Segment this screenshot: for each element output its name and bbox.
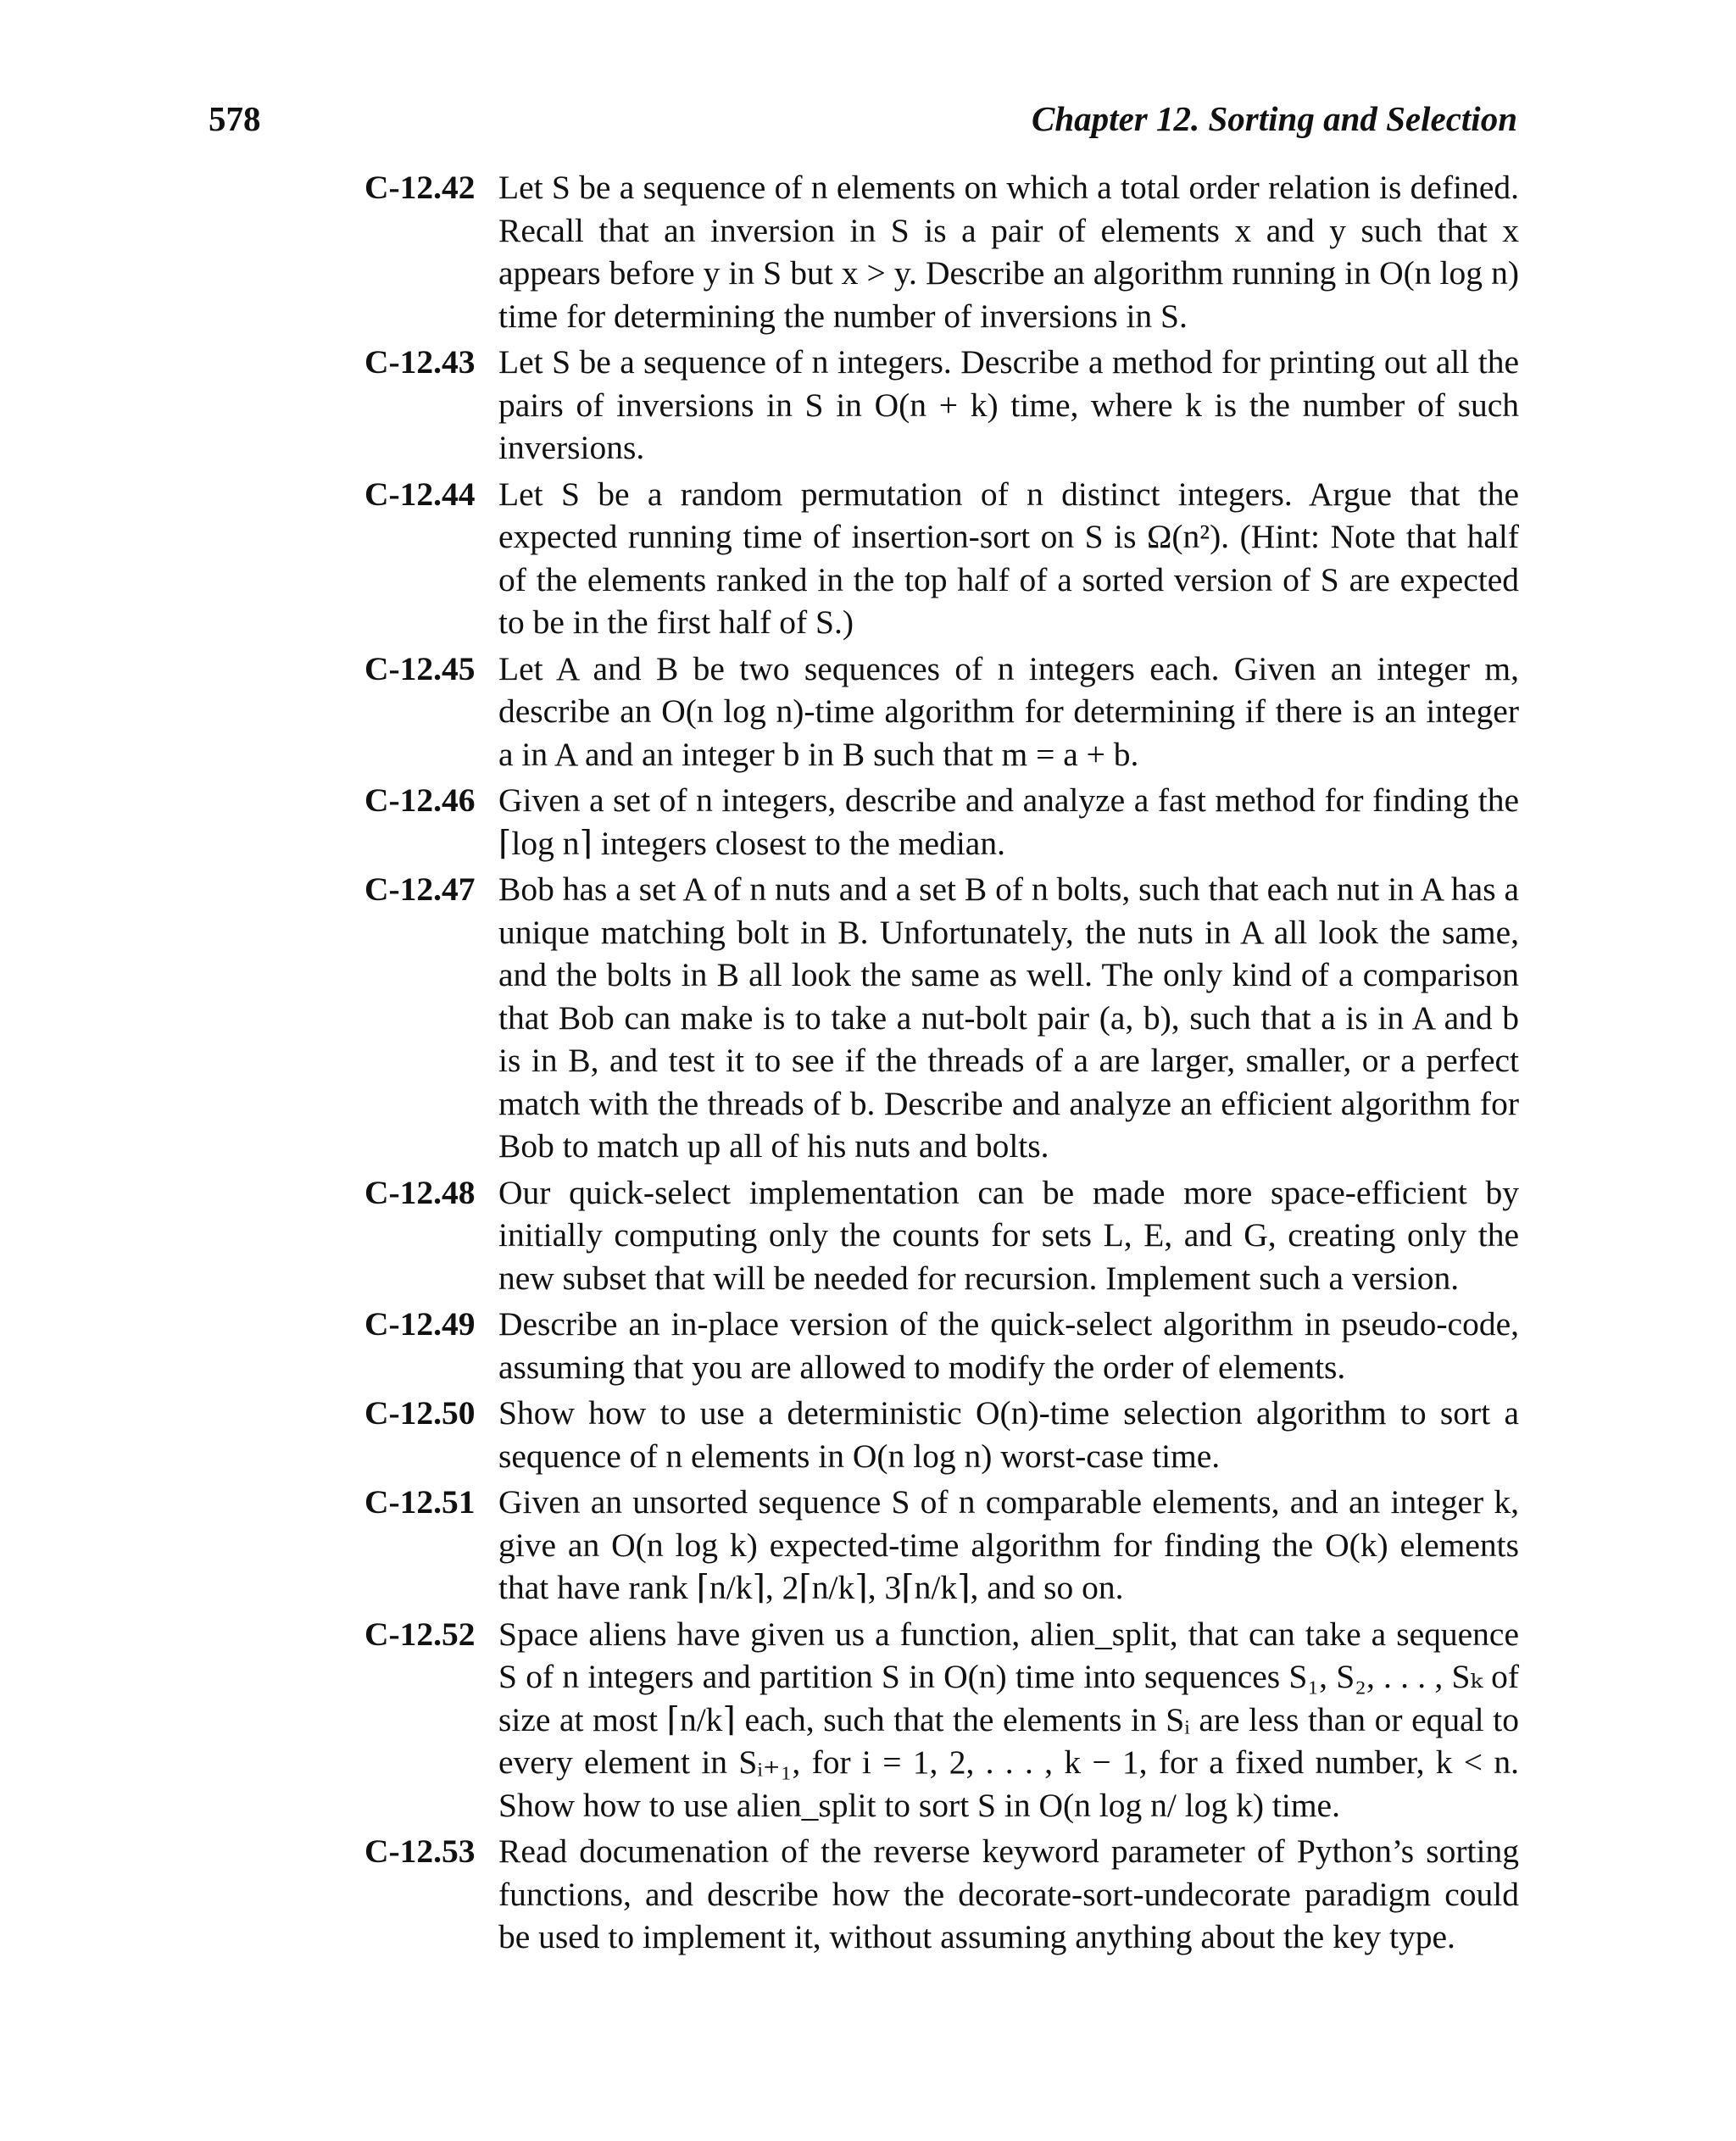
exercise-id: C-12.48 [364, 1173, 476, 1211]
exercise-id: C-12.46 [364, 781, 476, 819]
exercise-text: Given a set of n integers, describe and analyze a fast method for finding the ⌈log n⌉ integers closest to the median. [498, 781, 1519, 862]
exercise-id: C-12.52 [364, 1615, 476, 1653]
exercise-item [364, 1830, 1519, 1959]
exercise-item [364, 1171, 1519, 1300]
exercise-text: Show how to use a deterministic O(n)-time selection algorithm to sort a sequence of n elements in O(n log n) worst-case time. [498, 1394, 1519, 1475]
exercise-text: Let S be a sequence of n integers. Describe a method for printing out all the pairs of inversions in S in O(n + k) time, where k is the number of such inversions. [498, 343, 1519, 466]
exercise-item [364, 473, 1519, 644]
exercise-item [364, 1613, 1519, 1827]
exercise-item [364, 1303, 1519, 1388]
exercise-id: C-12.45 [364, 649, 476, 687]
exercise-id: C-12.42 [364, 169, 476, 206]
exercise-item [364, 648, 1519, 776]
exercise-item [364, 1481, 1519, 1610]
exercise-id: C-12.50 [364, 1394, 476, 1432]
page-number: 578 [209, 99, 261, 138]
exercise-text: Let S be a random permutation of n distinct integers. Argue that the expected running time of insertion-sort on S is Ω(n²). (Hint: Note that half of the elements ranked in the top half of a sorted version of S are expected to be in the first half of S.) [498, 475, 1519, 641]
exercise-text: Given an unsorted sequence S of n comparable elements, and an integer k, give an O(n log k) expected-time algorithm for finding the O(k) elements that have rank ⌈n/k⌉, 2⌈n/k⌉, 3⌈n/k⌉, and so on. [498, 1483, 1519, 1606]
exercise-id: C-12.49 [364, 1305, 476, 1343]
exercise-item [364, 779, 1519, 865]
chapter-title: Chapter 12. Sorting and Selection [1032, 99, 1517, 138]
exercise-id: C-12.44 [364, 475, 476, 513]
exercise-item [364, 1392, 1519, 1477]
exercise-text: Bob has a set A of n nuts and a set B of n bolts, such that each nut in A has a unique matching bolt in B. Unfortunately, the nuts in A all look the same, and the bolts in B all look the same as well. The only kind of a comparison that Bob can make is to take a nut-bolt pair (a, b), such that a is in A and b is in B, and test it to see if the threads of a are larger, smaller, or a perfect match with the threads of b. Describe and analyze an efficient algorithm for Bob to match up all of his nuts and bolts. [498, 870, 1519, 1165]
exercise-text: Describe an in-place version of the quick-select algorithm in pseudo-code, assuming that you are allowed to modify the order of elements. [498, 1305, 1519, 1386]
exercise-id: C-12.51 [364, 1483, 476, 1521]
exercise-list [364, 166, 1519, 1962]
exercise-id: C-12.47 [364, 870, 476, 908]
exercise-text: Let S be a sequence of n elements on which a total order relation is defined. Recall that an inversion in S is a pair of elements x and y such that x appears before y in S but x > y. Describe an algorithm running in O(n log n) time for determining the number of inversions in S. [498, 169, 1519, 335]
exercise-text: Space aliens have given us a function, alien_split, that can take a sequence S of n integers and partition S in O(n) time into sequences S₁, S₂, . . . , Sₖ of size at most ⌈n/k⌉ each, such that the elements in Sᵢ are less than or equal to every element in Sᵢ₊₁, for i = 1, 2, . . . , k − 1, for a fixed number, k < n. Show how to use alien_split to sort S in O(n log n/ log k) time. [498, 1615, 1519, 1824]
exercise-item [364, 166, 1519, 337]
exercise-text: Our quick-select implementation can be made more space-efficient by initially computing only the counts for sets L, E, and G, creating only the new subset that will be needed for recursion. Implement such a version. [498, 1173, 1519, 1297]
exercise-text: Read documenation of the reverse keyword parameter of Python’s sorting functions, and describe how the decorate-sort-undecorate paradigm could be used to implement it, without assuming anything about the key type. [498, 1832, 1519, 1955]
exercise-text: Let A and B be two sequences of n integers each. Given an integer m, describe an O(n log n)-time algorithm for determining if there is an integer a in A and an integer b in B such that m = a + b. [498, 649, 1519, 773]
exercise-id: C-12.43 [364, 343, 476, 381]
exercise-item [364, 341, 1519, 470]
exercise-item [364, 868, 1519, 1168]
exercise-id: C-12.53 [364, 1832, 476, 1870]
